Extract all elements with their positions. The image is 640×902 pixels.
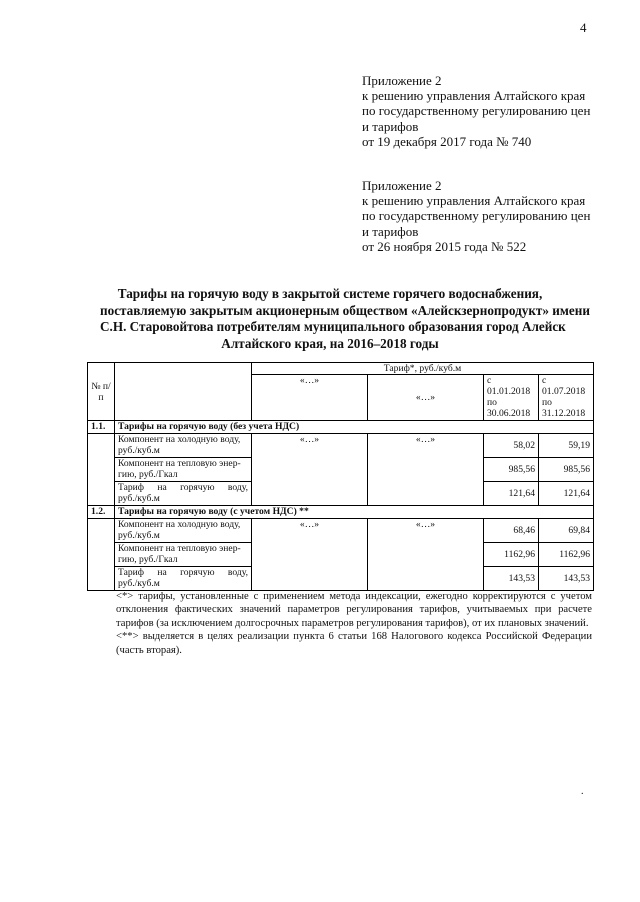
appendix-current [362,73,590,149]
row-label: Компонент на тепловую энер- гию, руб./Гкал [115,458,252,482]
section-title: Тарифы на горячую воду (без учета НДС) [115,421,594,434]
value-period-1: 143,53 [484,567,539,591]
tariff-table [87,362,594,591]
footnote: <*> тарифы, установленные с применением метода индексации, ежегодно корректируются с учетом отклонения фактических значений параметров регулирования тарифов, учитываемых при расчете тарифов (за исключением долгосрочных параметров регулирования тарифов), от их плановых значений. [116,591,592,629]
value-period-1: 68,46 [484,519,539,543]
row-label: Компонент на холодную воду, руб./куб.м [115,519,252,543]
header-period-1: с 01.01.2018 по 30.06.2018 [484,375,539,421]
page-number: 4 [580,20,587,35]
value-period-2: 143,53 [539,567,594,591]
header-omitted-2: «…» [368,375,484,421]
row-label: Тариф на горячую воду, руб./куб.м [115,567,252,591]
footnotes [116,590,592,657]
value-period-2: 985,56 [539,458,594,482]
appendix-line: к решению управления Алтайского края [362,88,586,104]
omitted-cell: «…» [252,434,368,506]
value-period-2: 59,19 [539,434,594,458]
omitted-cell: «…» [368,434,484,506]
header-period-2: с 01.07.2018 по 31.12.2018 [539,375,594,421]
value-period-2: 1162,96 [539,543,594,567]
header-omitted-1: «…» [252,375,368,421]
title-line: Алтайского края, на 2016–2018 годы [221,335,439,351]
header-empty [115,363,252,421]
section-row [88,506,594,519]
appendix-line: и тарифов [362,118,419,134]
row-label: Тариф на горячую воду, руб./куб.м [115,482,252,506]
row-num-empty [88,519,115,591]
section-num: 1.2. [88,506,115,519]
value-period-1: 985,56 [484,458,539,482]
footer-mark: . [581,786,584,797]
appendix-line: к решению управления Алтайского края [362,193,586,209]
value-period-2: 121,64 [539,482,594,506]
row-label: Компонент на холодную воду, руб./куб.м [115,434,252,458]
title-line: поставляемую закрытым акционерным обществом «Алейскзернопродукт» имени [100,302,590,318]
appendix-line: от 26 ноября 2015 года № 522 [362,238,527,254]
value-period-1: 121,64 [484,482,539,506]
section-title: Тарифы на горячую воду (с учетом НДС) ** [115,506,594,519]
section-num: 1.1. [88,421,115,434]
table-row [88,519,594,543]
row-label: Компонент на тепловую энер- гию, руб./Гкал [115,543,252,567]
appendix-line: от 19 декабря 2017 года № 740 [362,133,532,149]
value-period-1: 58,02 [484,434,539,458]
header-tariff-group: Тариф*, руб./куб.м [252,363,594,375]
value-period-1: 1162,96 [484,543,539,567]
footnote: <**> выделяется в целях реализации пункта 6 статьи 168 Налогового кодекса Российской Федерации (часть вторая). [116,631,592,656]
table-row [88,434,594,458]
title-line: С.Н. Старовойтова потребителям муниципального образования город Алейск [100,319,566,335]
appendix-line: по государственному регулированию цен [362,103,591,119]
omitted-cell: «…» [368,519,484,591]
header-num: № п/п [88,363,115,421]
appendix-line: Приложение 2 [362,73,442,88]
omitted-cell: «…» [252,519,368,591]
appendix-line: Приложение 2 [362,178,442,193]
document-title [100,286,590,352]
appendix-previous [362,178,590,254]
value-period-2: 69,84 [539,519,594,543]
appendix-line: по государственному регулированию цен [362,208,591,224]
title-line: Тарифы на горячую воду в закрытой системе горячего водоснабжения, [117,286,543,301]
appendix-line: и тарифов [362,223,419,239]
section-row [88,421,594,434]
row-num-empty [88,434,115,506]
